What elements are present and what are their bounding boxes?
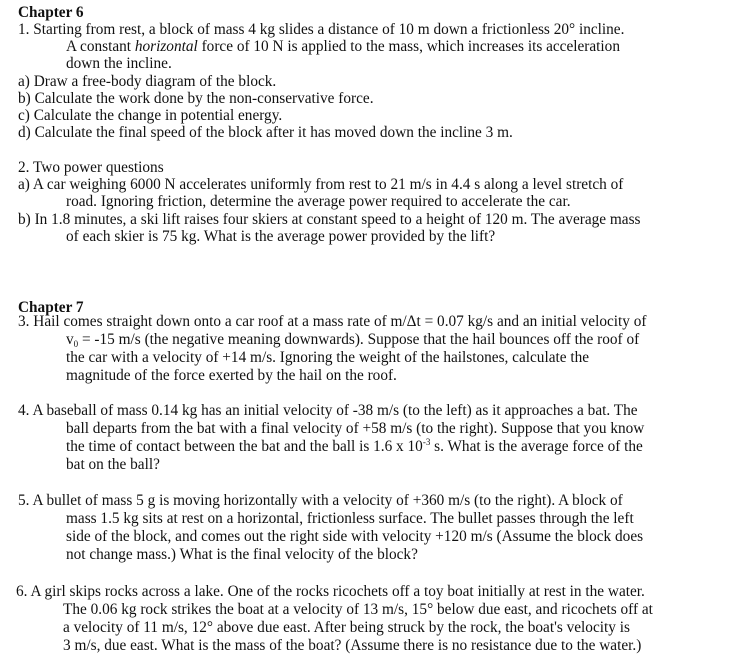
- question-1-part-b: b) Calculate the work done by the non-conservative force.: [18, 90, 374, 107]
- question-1-part-c: c) Calculate the change in potential energy.: [18, 107, 283, 124]
- question-5-line-1: 5. A bullet of mass 5 g is moving horizontally with a velocity of +360 m/s (to the right). A block of: [18, 492, 623, 509]
- question-5-line-2: mass 1.5 kg sits at rest on a horizontal, frictionless surface. The bullet passes through the left: [66, 510, 634, 527]
- question-3-line-2: [66, 331, 639, 349]
- question-1-emphasis-horizontal: horizontal: [134, 38, 198, 55]
- question-5-line-4: not change mass.) What is the final velocity of the block?: [66, 546, 418, 563]
- question-4-line-3: [66, 438, 643, 456]
- question-6-line-1: 6. A girl skips rocks across a lake. One of the rocks ricochets off a toy boat initially at rest in the water.: [16, 583, 645, 600]
- velocity-subscript: 0: [73, 339, 79, 349]
- question-2-part-b-line-2: of each skier is 75 kg. What is the average power provided by the lift?: [66, 228, 496, 245]
- velocity-symbol: v: [66, 331, 74, 348]
- question-4-line-4: bat on the ball?: [66, 456, 160, 473]
- question-2-title: 2. Two power questions: [18, 159, 164, 176]
- question-2-part-a-line-1: a) A car weighing 6000 N accelerates uniformly from rest to 21 m/s in 4.4 s along a level stretch of: [18, 176, 624, 193]
- question-1-line-2: [66, 38, 620, 56]
- question-6-line-2: The 0.06 kg rock strikes the boat at a velocity of 13 m/s, 15° below due east, and ricochets off at: [63, 601, 653, 618]
- question-1-part-d: d) Calculate the final speed of the block after it has moved down the incline 3 m.: [18, 124, 513, 141]
- question-1-line-2-c: force of 10 N is applied to the mass, which increases its acceleration: [197, 38, 620, 55]
- question-3-line-1: 3. Hail comes straight down onto a car roof at a mass rate of m/Δt = 0.07 kg/s and an initial velocity of: [18, 313, 647, 330]
- question-1-line-2-a: A constant: [66, 38, 135, 55]
- question-1-line-3: down the incline.: [66, 55, 172, 72]
- question-3-line-2-rest: = -15 m/s (the negative meaning downwards). Suppose that the hail bounces off the roof of: [78, 331, 640, 348]
- question-2-part-a-line-2: road. Ignoring friction, determine the average power required to accelerate the car.: [66, 193, 571, 210]
- question-3-line-4: magnitude of the force exerted by the hail on the roof.: [66, 367, 397, 384]
- chapter-7-heading: Chapter 7: [18, 299, 84, 316]
- question-3-line-3: the car with a velocity of +14 m/s. Ignoring the weight of the hailstones, calculate the: [66, 349, 590, 366]
- exponent-superscript: -3: [422, 437, 431, 447]
- question-5-line-3: side of the block, and comes out the right side with velocity +120 m/s (Assume the block does: [66, 528, 644, 545]
- question-6-line-4: 3 m/s, due east. What is the mass of the boat? (Assume there is no resistance due to the water.): [63, 637, 642, 654]
- question-2-part-b-line-1: b) In 1.8 minutes, a ski lift raises four skiers at constant speed to a height of 120 m. The average mass: [18, 211, 641, 228]
- chapter-6-heading: Chapter 6: [18, 4, 84, 21]
- question-4-line-1: 4. A baseball of mass 0.14 kg has an initial velocity of -38 m/s (to the left) as it approaches a bat. The: [18, 402, 638, 419]
- question-4-line-3-a: the time of contact between the bat and the ball is 1.6 x 10: [66, 438, 423, 455]
- question-1-line-1: 1. Starting from rest, a block of mass 4 kg slides a distance of 10 m down a frictionless 20° incline.: [18, 21, 625, 38]
- question-6-line-3: a velocity of 11 m/s, 12° above due east. After being struck by the rock, the boat's velocity is: [63, 619, 630, 636]
- question-4-line-2: ball departs from the bat with a final velocity of +58 m/s (to the right). Suppose that you know: [66, 420, 645, 437]
- question-4-line-3-b: s. What is the average force of the: [430, 438, 643, 455]
- question-1-part-a: a) Draw a free-body diagram of the block.: [18, 73, 277, 90]
